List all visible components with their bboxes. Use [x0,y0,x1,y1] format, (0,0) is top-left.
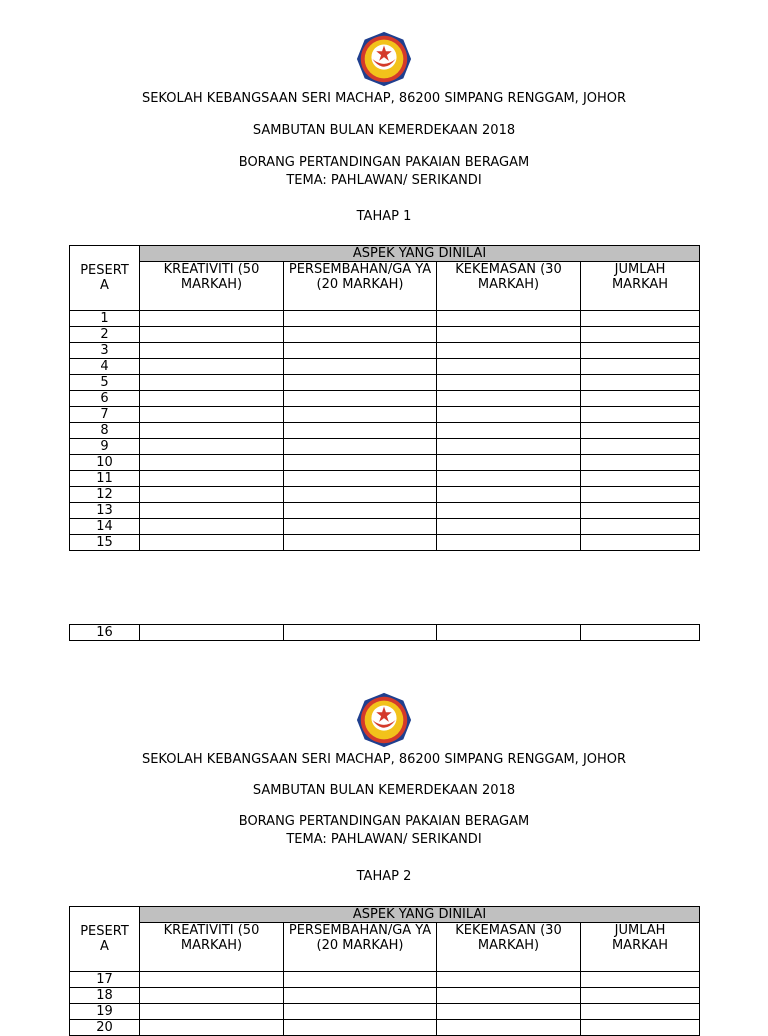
theme-2: TEMA: PAHLAWAN/ SERIKANDI [286,832,482,847]
score-cell[interactable] [284,1020,437,1036]
score-cell[interactable] [437,455,581,471]
form-title: BORANG PERTANDINGAN PAKAIAN BERAGAM [238,155,530,170]
score-cell[interactable] [581,988,700,1004]
participant-number: 18 [70,988,140,1004]
table-row [70,359,700,375]
score-cell[interactable] [284,503,437,519]
table-row [70,625,700,641]
assessment-aspects-header: ASPEK YANG DINILAI [140,246,700,262]
score-cell[interactable] [581,391,700,407]
score-cell[interactable] [140,487,284,503]
score-cell[interactable] [581,535,700,551]
school-crest-logo-2 [355,691,413,749]
score-cell[interactable] [284,375,437,391]
score-cell[interactable] [437,423,581,439]
table-row [70,1020,700,1036]
score-cell[interactable] [284,359,437,375]
score-cell[interactable] [140,327,284,343]
form-title-2: BORANG PERTANDINGAN PAKAIAN BERAGAM [238,814,530,829]
score-cell[interactable] [284,487,437,503]
score-cell[interactable] [284,327,437,343]
score-cell[interactable] [140,343,284,359]
stage-label: TAHAP 1 [356,209,412,224]
table-row [70,439,700,455]
participant-number: 13 [70,503,140,519]
score-cell[interactable] [284,972,437,988]
score-cell[interactable] [581,1020,700,1036]
creativity-header-2: KREATIVITI (50 MARKAH) [140,923,284,972]
participant-header-2: PESERT A [70,907,140,972]
participant-number: 8 [70,423,140,439]
score-cell[interactable] [284,988,437,1004]
score-cell[interactable] [284,519,437,535]
total-header-2: JUMLAH MARKAH [581,923,700,972]
table-row [70,391,700,407]
score-cell[interactable] [284,391,437,407]
score-cell[interactable] [581,311,700,327]
table-row [70,487,700,503]
score-cell[interactable] [437,359,581,375]
score-cell[interactable] [437,1020,581,1036]
school-name: SEKOLAH KEBANGSAAN SERI MACHAP, 86200 SIMPANG RENGGAM, JOHOR [141,91,627,106]
participant-number: 14 [70,519,140,535]
score-cell[interactable] [437,311,581,327]
score-cell[interactable] [581,487,700,503]
score-table-1-continued [69,624,700,641]
event-title-2: SAMBUTAN BULAN KEMERDEKAAN 2018 [252,783,516,798]
score-cell[interactable] [140,311,284,327]
neatness-header: KEKEMASAN (30 MARKAH) [437,262,581,311]
score-cell[interactable] [284,311,437,327]
table-row [70,519,700,535]
score-cell[interactable] [140,1020,284,1036]
score-cell[interactable] [284,535,437,551]
participant-number: 10 [70,455,140,471]
score-cell[interactable] [581,407,700,423]
table-row [70,1004,700,1020]
score-cell[interactable] [437,1004,581,1020]
presentation-header: PERSEMBAHAN/GA YA (20 MARKAH) [284,262,437,311]
table-row [70,375,700,391]
score-cell[interactable] [284,455,437,471]
score-cell[interactable] [437,375,581,391]
theme: TEMA: PAHLAWAN/ SERIKANDI [286,173,482,188]
table-row [70,535,700,551]
score-cell[interactable] [581,972,700,988]
score-cell[interactable] [437,535,581,551]
score-cell[interactable] [140,988,284,1004]
event-title: SAMBUTAN BULAN KEMERDEKAAN 2018 [252,123,516,138]
score-cell[interactable] [581,423,700,439]
neatness-header-2: KEKEMASAN (30 MARKAH) [437,923,581,972]
score-cell[interactable] [437,471,581,487]
participant-number: 5 [70,375,140,391]
participant-number: 4 [70,359,140,375]
score-cell[interactable] [581,343,700,359]
score-cell[interactable] [581,327,700,343]
score-cell[interactable] [284,439,437,455]
score-cell[interactable] [284,471,437,487]
score-cell[interactable] [437,439,581,455]
score-cell[interactable] [140,359,284,375]
score-cell[interactable] [581,439,700,455]
score-cell[interactable] [140,625,284,641]
score-cell[interactable] [140,423,284,439]
score-cell[interactable] [437,503,581,519]
table-row [70,471,700,487]
score-cell[interactable] [140,391,284,407]
participant-header: PESERT A [70,246,140,311]
score-cell[interactable] [140,439,284,455]
participant-number: 16 [70,625,140,641]
score-cell[interactable] [140,503,284,519]
score-cell[interactable] [140,1004,284,1020]
score-cell[interactable] [437,391,581,407]
participant-number: 9 [70,439,140,455]
score-cell[interactable] [140,455,284,471]
score-cell[interactable] [581,519,700,535]
participant-number: 7 [70,407,140,423]
score-cell[interactable] [581,1004,700,1020]
score-cell[interactable] [284,423,437,439]
school-crest-logo [355,30,413,88]
score-cell[interactable] [581,455,700,471]
score-cell[interactable] [581,625,700,641]
score-cell[interactable] [581,375,700,391]
score-cell[interactable] [140,471,284,487]
participant-number: 6 [70,391,140,407]
participant-number: 1 [70,311,140,327]
score-cell[interactable] [437,407,581,423]
score-cell[interactable] [581,471,700,487]
score-cell[interactable] [284,407,437,423]
stage-label-2: TAHAP 2 [356,869,412,884]
score-cell[interactable] [284,1004,437,1020]
assessment-aspects-header-2: ASPEK YANG DINILAI [140,907,700,923]
participant-number: 3 [70,343,140,359]
participant-number: 17 [70,972,140,988]
table-row [70,988,700,1004]
table-row [70,423,700,439]
score-cell[interactable] [437,519,581,535]
score-cell[interactable] [437,327,581,343]
score-cell[interactable] [581,503,700,519]
score-cell[interactable] [437,487,581,503]
participant-number: 20 [70,1020,140,1036]
score-cell[interactable] [140,972,284,988]
score-cell[interactable] [284,343,437,359]
score-cell[interactable] [437,988,581,1004]
score-table-1 [69,245,700,551]
participant-number: 15 [70,535,140,551]
score-cell[interactable] [437,625,581,641]
table-row [70,503,700,519]
school-name-2: SEKOLAH KEBANGSAAN SERI MACHAP, 86200 SIMPANG RENGGAM, JOHOR [141,752,627,767]
table-row [70,407,700,423]
participant-number: 19 [70,1004,140,1020]
participant-number: 12 [70,487,140,503]
score-cell[interactable] [284,625,437,641]
table-row [70,455,700,471]
creativity-header: KREATIVITI (50 MARKAH) [140,262,284,311]
table-row [70,343,700,359]
total-header: JUMLAH MARKAH [581,262,700,311]
participant-number: 2 [70,327,140,343]
score-cell[interactable] [437,343,581,359]
score-cell[interactable] [140,519,284,535]
score-cell[interactable] [581,359,700,375]
score-cell[interactable] [140,375,284,391]
participant-number: 11 [70,471,140,487]
score-cell[interactable] [437,972,581,988]
table-row [70,311,700,327]
score-cell[interactable] [140,407,284,423]
presentation-header-2: PERSEMBAHAN/GA YA (20 MARKAH) [284,923,437,972]
table-row [70,327,700,343]
score-table-2 [69,906,700,1036]
score-cell[interactable] [140,535,284,551]
table-row [70,972,700,988]
